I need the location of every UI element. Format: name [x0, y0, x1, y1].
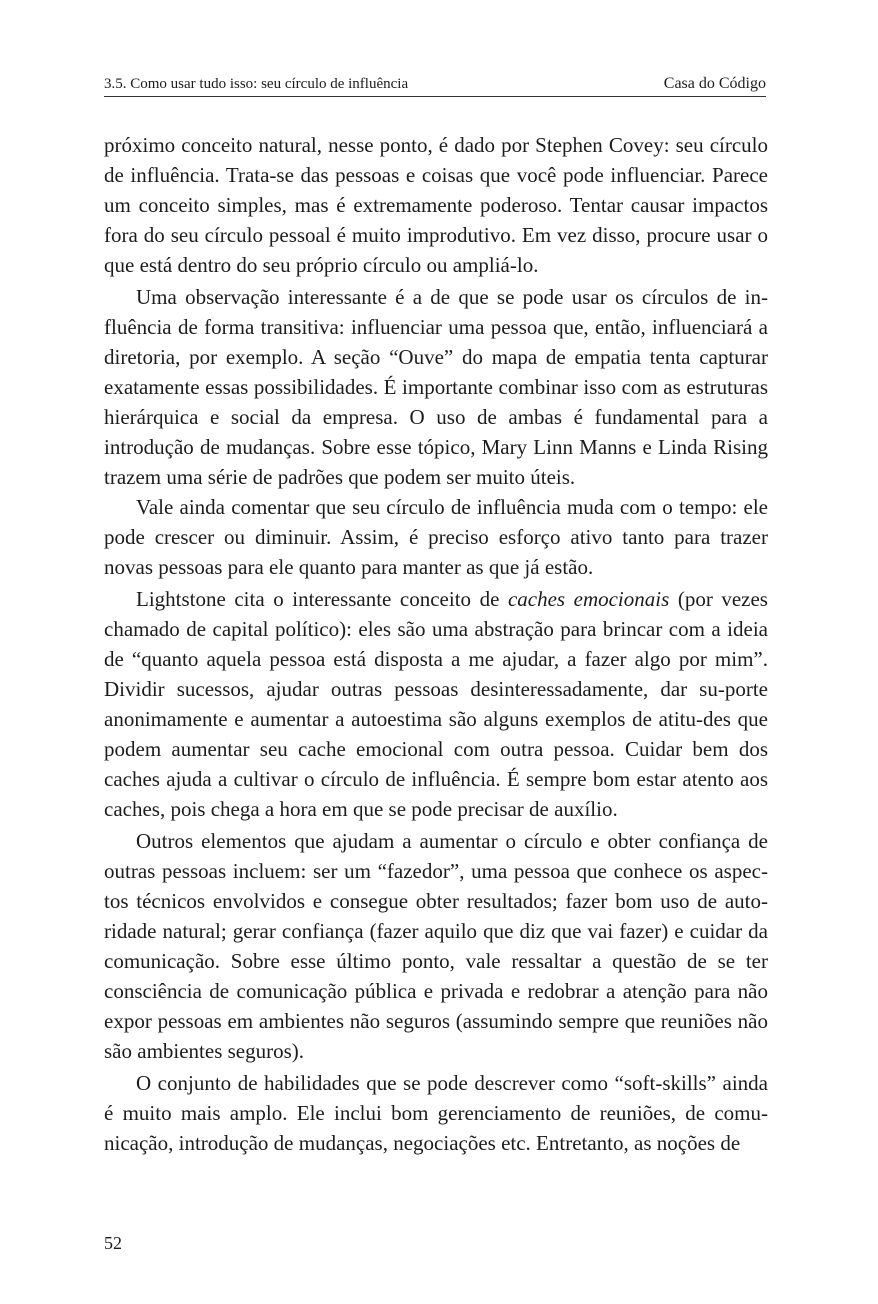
- section-title: 3.5. Como usar tudo isso: seu círculo de influência: [104, 76, 409, 92]
- page-number: 52: [104, 1233, 122, 1253]
- emphasis-term: caches emocionais: [507, 587, 670, 611]
- body-text: [104, 130, 768, 1158]
- publisher-name: Casa do Código: [663, 75, 766, 92]
- paragraph-4: Lightstone cita o interessante conceito de caches emocionais (por vezes chamado de capital político): eles são uma abstração para brincar com a ideia de “quanto aquela pessoa está disposta a me ajudar, a fazer algo por mim”. Dividir sucessos, ajudar outras pessoas desinteressadamente, dar su-porte anonimamente e aumentar a autoestima são alguns exemplos de atitu-des que podem aumentar seu cache emocional com outra pessoa. Cuidar bem dos caches ajuda a cultivar o círculo de influência. É sempre bom estar atento aos caches, pois chega a hora em que se pode precisar de auxílio.: [104, 587, 768, 821]
- paragraph-2: Uma observação interessante é a de que se pode usar os círculos de influência de forma transitiva: influenciar uma pessoa que, então, influenciará a diretoria, por exemplo. A seção “Ouve” do mapa de empatia tenta capturar exatamente essas possibilidades. É importante combinar isso com as estruturas hierárquica e social da empresa. O uso de ambas é fundamental para a introdução de mudanças. Sobre esse tópico, Mary Linn Manns e Linda Rising trazem uma série de padrões que podem ser muito úteis.: [104, 285, 768, 489]
- paragraph-5: Outros elementos que ajudam a aumentar o círculo e obter confiança de outras pessoas incluem: ser um “fazedor”, uma pessoa que conhece os aspectos técnicos envolvidos e consegue obter resultados; fazer bom uso de autoridade natural; gerar confiança (fazer aquilo que diz que vai fazer) e cuidar da comunicação. Sobre esse último ponto, vale ressaltar a questão de se ter consciência de comunicação pública e privada e redobrar a atenção para não expor pessoas em ambientes não seguros (assumindo sempre que reuniões não são ambientes seguros).: [104, 829, 768, 1063]
- paragraph-3: Vale ainda comentar que seu círculo de influência muda com o tempo: ele pode crescer ou diminuir. Assim, é preciso esforço ativo tanto para trazer novas pessoas para ele quanto para manter as que já estão.: [104, 495, 768, 579]
- running-header: [104, 74, 766, 97]
- paragraph-6: O conjunto de habilidades que se pode descrever como “soft-skills” ainda é muito mais amplo. Ele inclui bom gerenciamento de reuniões, de comu-nicação, introdução de mudanças, negociações etc. Entretanto, as noções de: [104, 1071, 768, 1155]
- paragraph-1: próximo conceito natural, nesse ponto, é dado por Stephen Covey: seu círculo de influência. Trata-se das pessoas e coisas que você pode influenciar. Parece um conceito simples, mas é extremamente poderoso. Tentar causar impactos fora do seu círculo pessoal é muito improdutivo. Em vez disso, procure usar o que está dentro do seu próprio círculo ou ampliá-lo.: [104, 133, 768, 277]
